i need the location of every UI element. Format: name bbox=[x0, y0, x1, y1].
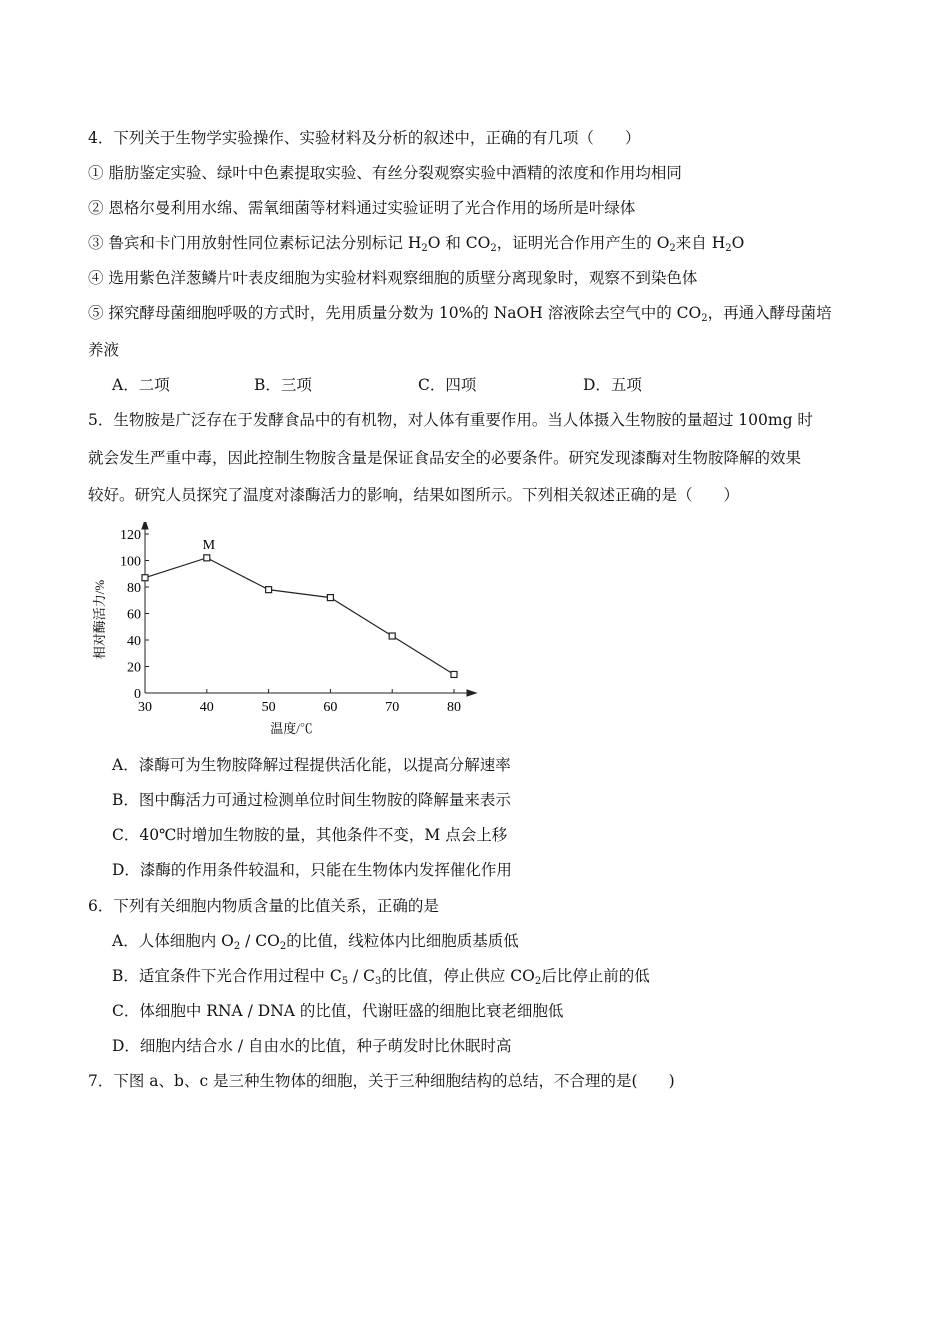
question-5-stem-line-1: 5．生物胺是广泛存在于发酵食品中的有机物，对人体有重要作用。当人体摄入生物胺的量超过 100mg 时 bbox=[88, 411, 813, 429]
q6-option-c: C．体细胞中 RNA / DNA 的比值，代谢旺盛的细胞比衰老细胞低 bbox=[112, 1002, 564, 1020]
data-point bbox=[142, 575, 148, 581]
q5-option-b: B．图中酶活力可通过检测单位时间生物胺的降解量来表示 bbox=[112, 791, 511, 809]
y-tick-label: 100 bbox=[120, 554, 141, 570]
data-point bbox=[389, 633, 395, 639]
y-tick-label: 0 bbox=[134, 687, 141, 702]
q4-statement-5: ⑤ 探究酵母菌细胞呼吸的方式时，先用质量分数为 10%的 NaOH 溶液除去空气中的 $CO_2$，再通入酵母菌培 bbox=[88, 304, 832, 324]
y-tick-label: 20 bbox=[127, 660, 141, 676]
data-point bbox=[266, 587, 272, 593]
q6-option-d: D．细胞内结合水 / 自由水的比值，种子萌发时比休眠时高 bbox=[112, 1037, 512, 1055]
y-tick-label: 40 bbox=[127, 634, 141, 649]
x-tick-label: 80 bbox=[447, 700, 461, 715]
question-4-stem: 4．下列关于生物学实验操作、实验材料及分析的叙述中，正确的有几项（ ） bbox=[88, 129, 641, 147]
q4-option-c: C．四项 bbox=[418, 376, 477, 394]
y-axis-arrow bbox=[142, 522, 148, 529]
y-tick-label: 60 bbox=[127, 607, 141, 623]
q5-option-d: D．漆酶的作用条件较温和，只能在生物体内发挥催化作用 bbox=[112, 861, 512, 879]
x-tick-label: 30 bbox=[138, 700, 152, 715]
x-tick-label: 60 bbox=[323, 700, 338, 715]
series-line bbox=[145, 558, 454, 675]
data-point bbox=[204, 555, 210, 561]
x-axis-label: 温度/℃ bbox=[270, 721, 313, 736]
q5-option-a: A．漆酶可为生物胺降解过程提供活化能，以提高分解速率 bbox=[112, 756, 511, 774]
y-tick-label: 80 bbox=[127, 581, 141, 596]
q4-statement-1: ① 脂肪鉴定实验、绿叶中色素提取实验、有丝分裂观察实验中酒精的浓度和作用均相同 bbox=[88, 164, 682, 182]
question-6-stem: 6．下列有关细胞内物质含量的比值关系，正确的是 bbox=[88, 897, 439, 915]
q4-option-a: A．二项 bbox=[112, 376, 170, 394]
q4-statement-5-continued: 养液 bbox=[88, 341, 120, 359]
y-tick-label: 120 bbox=[120, 528, 141, 543]
x-tick-label: 40 bbox=[199, 700, 214, 715]
question-5-stem-line-2: 就会发生严重中毒，因此控制生物胺含量是保证食品安全的必要条件。研究发现漆酶对生物胺降解的效果 bbox=[88, 449, 802, 467]
q6-option-a: A．人体细胞内 $O_2 / CO_2$的比值，线粒体内比细胞质基质低 bbox=[112, 932, 519, 952]
question-5-stem-line-3: 较好。研究人员探究了温度对漆酶活力的影响，结果如图所示。下列相关叙述正确的是（ ） bbox=[88, 486, 740, 504]
annotation-m: M bbox=[202, 537, 216, 553]
q4-option-b: B．三项 bbox=[254, 376, 312, 394]
x-tick-label: 50 bbox=[261, 700, 276, 715]
x-axis-arrow bbox=[467, 690, 476, 696]
q4-statement-2: ② 恩格尔曼利用水绵、需氧细菌等材料通过实验证明了光合作用的场所是叶绿体 bbox=[88, 199, 636, 217]
question-7-stem: 7．下图 a、b、c 是三种生物体的细胞，关于三种细胞结构的总结，不合理的是( ) bbox=[88, 1072, 675, 1090]
q4-option-d: D．五项 bbox=[583, 376, 642, 394]
q4-statement-3: ③ 鲁宾和卡门用放射性同位素标记法分别标记 $H_2O$ 和 $CO_2$，证明光合作用产生的 $O_2$来自 $H_2O$ bbox=[88, 234, 745, 254]
y-axis-label: 相对酶活力/% bbox=[92, 579, 107, 660]
q6-option-b: B．适宜条件下光合作用过程中 $C_5 / C_3$的比值，停止供应 $CO_2$后比停止前的低 bbox=[112, 967, 650, 987]
x-tick-label: 70 bbox=[385, 700, 400, 715]
data-point bbox=[327, 595, 333, 601]
enzyme-activity-chart bbox=[88, 522, 488, 742]
q4-statement-4: ④ 选用紫色洋葱鳞片叶表皮细胞为实验材料观察细胞的质壁分离现象时，观察不到染色体 bbox=[88, 269, 698, 287]
q5-option-c: C．40℃时增加生物胺的量，其他条件不变，M 点会上移 bbox=[112, 826, 508, 844]
data-point bbox=[451, 671, 457, 677]
